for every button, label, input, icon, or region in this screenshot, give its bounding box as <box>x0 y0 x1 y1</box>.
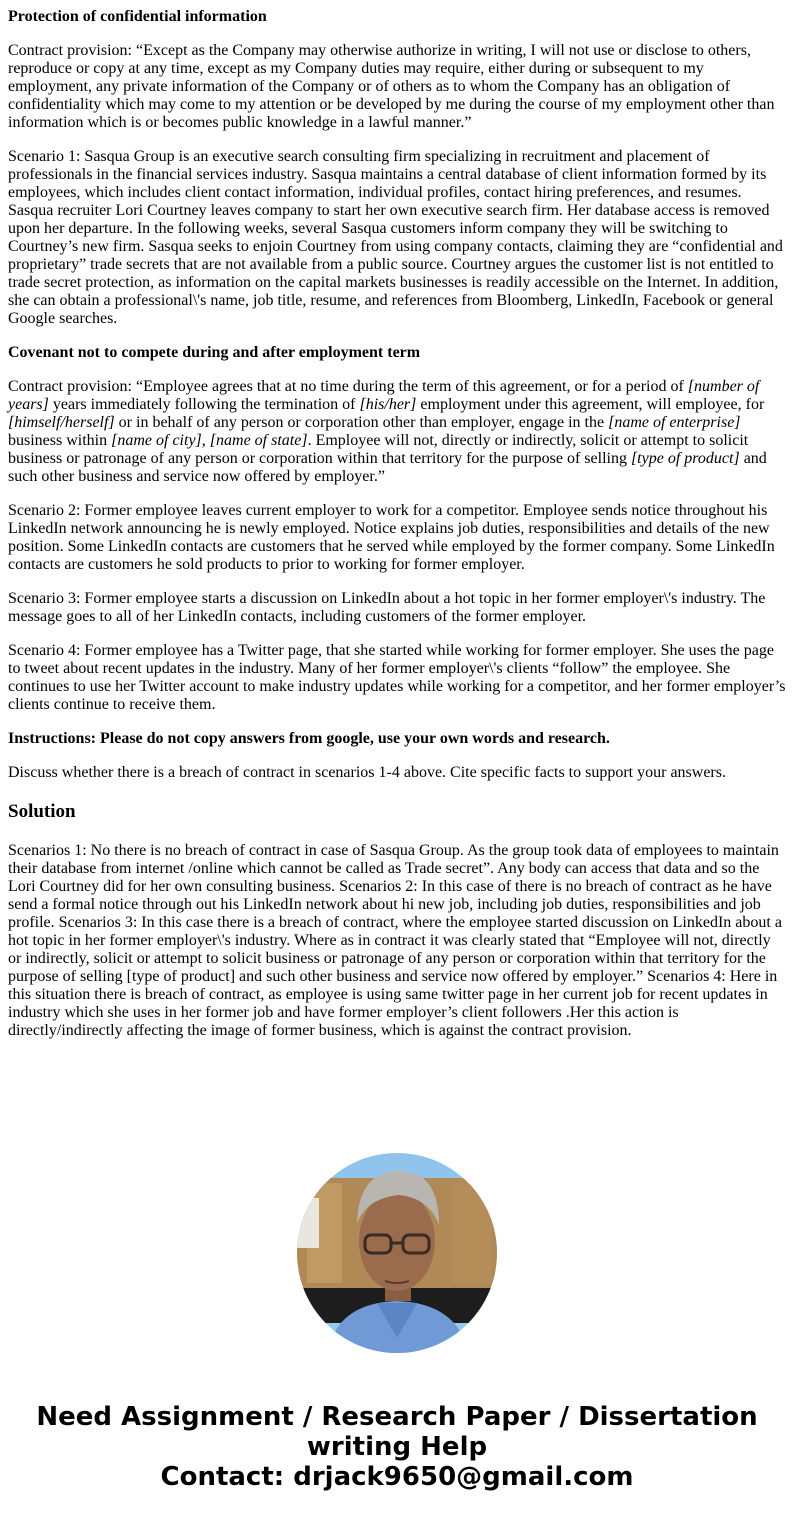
section-heading-noncompete: Covenant not to compete during and after employment term <box>8 344 421 361</box>
placeholder-himself-herself: [himself/herself] <box>8 414 115 431</box>
placeholder-number-of-years: [number of years] <box>8 378 760 413</box>
placeholder-name-of-city: [name of city] <box>111 432 202 449</box>
promo-line-1: Need Assignment / Research Paper / Dissertation <box>36 1402 758 1432</box>
promo-contact-email: Contact: drjack9650@gmail.com <box>160 1462 634 1492</box>
solution-heading: Solution <box>8 801 76 822</box>
promo-banner <box>0 1402 794 1492</box>
provision-text: , <box>201 432 210 449</box>
instructions: Instructions: Please do not copy answers from google, use your own words and research. <box>8 730 610 747</box>
author-portrait-icon <box>297 1153 497 1353</box>
solution-text: Scenarios 1: No there is no breach of contract in case of Sasqua Group. As the group took data of employees to maintain their database from internet /online which cannot be called as Trade secret”. Any body can access that data and so the Lori Courtney did for her own consulting business. Scenarios 2: In this case of there is no breach of contract as he have send a formal notice through out his LinkedIn network about hi new job, including job duties, responsibilities and job profile. Scenarios 3: In this case there is a breach of contract, where the employee started discussion on LinkedIn about a hot topic in her former employer\'s industry. Where as in contract it was clearly stated that “Employee will not, directly or indirectly, solicit or attempt to solicit business or patronage of any person or corporation within that territory for the purpose of selling [type of product] and such other business and service now offered by employer.” Scenarios 4: Here in this situation there is breach of contract, as employee is using same twitter page in her current job for recent updates in industry which she uses in her former job and have former employer’s client followers .Her this action is directly/indirectly affecting the image of former business, which is against the contract provision. <box>8 842 782 1039</box>
provision-text: . Employee will not, directly or indirectly, solicit or attempt to solicit business or patronage of any person or corporation within that territory for the purpose of selling <box>8 432 749 467</box>
provision-text: or in behalf of any person or corporation other than employer, engage in the <box>114 414 609 431</box>
scenario-4: Scenario 4: Former employee has a Twitter page, that she started while working for former employer. She uses the page to tweet about recent updates in the industry. Many of her former employer\'s clients “follow” the employee. She continues to use her Twitter account to make industry updates while working for a competitor, and her former employer’s clients continue to receive them. <box>8 642 786 713</box>
placeholder-name-of-enterprise: [name of enterprise] <box>608 414 741 431</box>
provision-text: employment under this agreement, will employee, for <box>416 396 765 413</box>
promo-line-2: writing Help <box>306 1432 488 1462</box>
provision-text: and such other business and service now offered by employer.” <box>8 450 767 485</box>
task-prompt: Discuss whether there is a breach of contract in scenarios 1-4 above. Cite specific facts to support your answers. <box>8 764 726 781</box>
contract-provision-confidential: Contract provision: “Except as the Company may otherwise authorize in writing, I will not use or disclose to others, reproduce or copy at any time, except as my Company duties may require, either during or subsequent to my employment, any private information of the Company or of others as to whom the Company has an obligation of confidentiality which may come to my attention or be developed by me during the course of my employment other than information which is or becomes public knowledge in a lawful manner.” <box>8 42 775 131</box>
contract-provision-noncompete <box>8 378 786 486</box>
section-heading-confidential: Protection of confidential information <box>8 8 267 25</box>
scenario-1: Scenario 1: Sasqua Group is an executive search consulting firm specializing in recruitment and placement of professionals in the financial services industry. Sasqua maintains a central database of client information formed by its employees, which includes client contact information, individual profiles, contact hiring preferences, and resumes. Sasqua recruiter Lori Courtney leaves company to start her own executive search firm. Her database access is removed upon her departure. In the following weeks, several Sasqua customers inform company they will be switching to Courtney’s new firm. Sasqua seeks to enjoin Courtney from using company contacts, claiming they are “confidential and proprietary” trade secrets that are not available from a public source. Courtney argues the customer list is not entitled to trade secret protection, as information on the capital markets businesses is readily accessible on the Internet. In addition, she can obtain a professional\'s name, job title, resume, and references from Bloomberg, LinkedIn, Facebook or general Google searches. <box>8 148 783 327</box>
placeholder-his-her: [his/her] <box>359 396 417 413</box>
placeholder-type-of-product: [type of product] <box>630 450 740 467</box>
scenario-3: Scenario 3: Former employee starts a discussion on LinkedIn about a hot topic in her former employer\'s industry. The message goes to all of her LinkedIn contacts, including customers of the former employer. <box>8 590 766 625</box>
provision-text: business within <box>8 432 112 449</box>
provision-text: years immediately following the termination of <box>48 396 360 413</box>
avatar <box>297 1153 497 1353</box>
placeholder-name-of-state: [name of state] <box>209 432 308 449</box>
provision-text: Contract provision: “Employee agrees that at no time during the term of this agreement, or for a period of <box>8 378 688 395</box>
scenario-2: Scenario 2: Former employee leaves current employer to work for a competitor. Employee sends notice throughout his LinkedIn network announcing he is newly employed. Notice explains job duties, responsibilities and details of the new position. Some LinkedIn contacts are customers that he served while employed by the former company. Some LinkedIn contacts are customers he sold products to prior to working for former employer. <box>8 502 775 573</box>
